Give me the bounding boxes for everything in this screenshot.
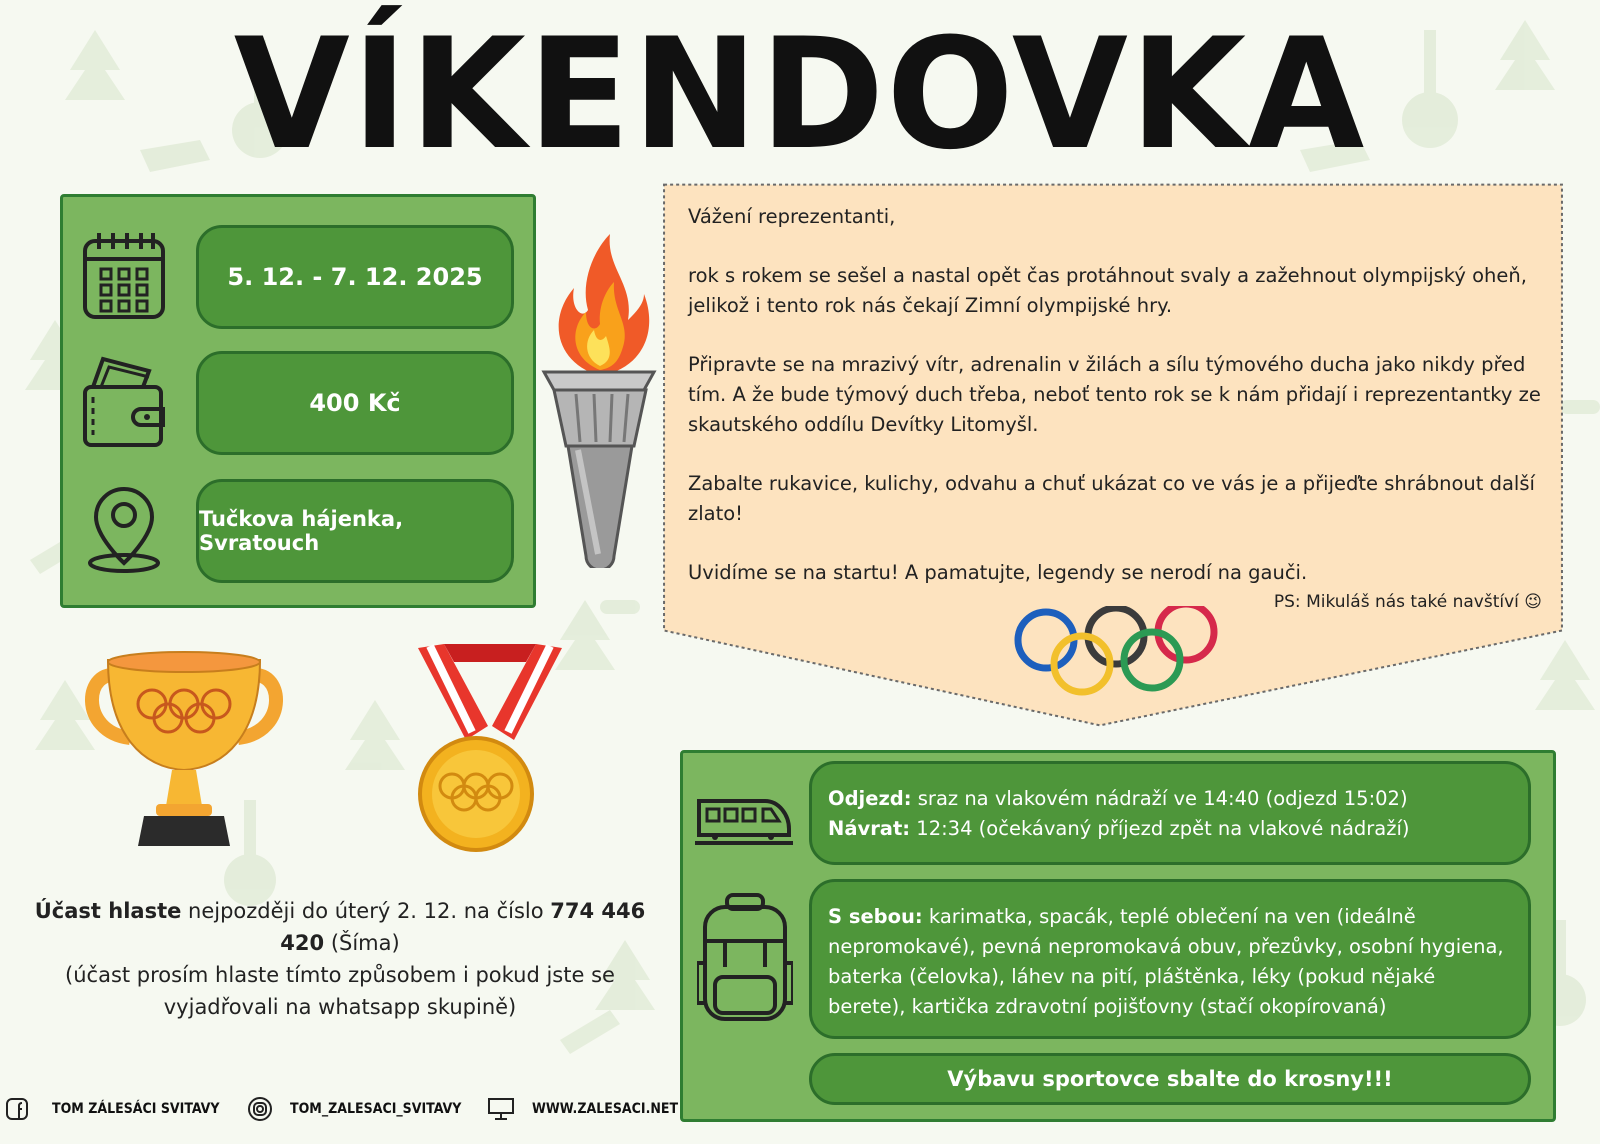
registration-phone: 774 446 420 [280,899,646,955]
wallet-icon [81,353,167,449]
facebook-icon [6,1098,28,1120]
letter-paragraph-1: rok s rokem se sešel a nastal opět čas protáhnout svaly a zažehnout olympijský oheň, jelikož i tento rok nás čekají Zimní olympijské hry. [688,264,1527,317]
departure-line [828,784,1512,814]
location-pin-icon [81,485,167,575]
departure-label: Odjezd: [828,787,912,810]
travel-times-pill [809,761,1531,865]
instagram-label: TOM_ZALESACI_SVITAVY [290,1101,462,1117]
return-label: Návrat: [828,817,911,840]
registration-deadline-text: nejpozději do úterý 2. 12. na číslo [181,899,551,923]
letter-greeting: Vážení reprezentanti, [688,205,896,228]
trophy-illustration [84,646,284,852]
footer-instagram[interactable] [248,1096,461,1122]
instagram-icon [248,1097,272,1121]
packing-list-pill [809,879,1531,1039]
letter-text [688,202,1548,588]
return-line [828,814,1512,844]
facebook-label: TOM ZÁLESÁCI SVITAVY [52,1101,220,1117]
registration-line [20,895,660,959]
packing-label: S sebou: [828,905,923,928]
registration-bold-label: Účast hlaste [34,899,182,923]
letter-postscript: PS: Mikuláš nás také navštíví 😉 [1273,592,1542,612]
event-info-panel [60,194,536,608]
packing-text: karimatka, spacák, teplé oblečení na ven (ideálně nepromokavé), pevná nepromokavá obuv, přezůvky, osobní hygiena, baterka (čelovka), láhev na pití, pláštěnka, léky (pokud nějaké berete), kartička zdravotní pojišťovny (stačí okopírovaná) [828,905,1504,1018]
olympic-torch-illustration [540,228,660,568]
olympic-rings-icon [1010,606,1220,696]
registration-note [20,895,660,1023]
letter-closing: Uvidíme se na startu! A pamatujte, legendy se nerodí na gauči. [688,561,1308,584]
letter-paragraph-2: Připravte se na mrazivý vítr, adrenalin v žilách a sílu týmového ducha jako nikdy před tím. A že bude týmový duch třeba, neboť tento rok se k nám přidají i reprezentantky ze skautského oddílu Devítky Litomyšl. [688,353,1541,436]
packing-banner [809,1053,1531,1105]
return-text: 12:34 (očekávaný příjezd zpět na vlakové nádraží) [910,817,1410,840]
footer-facebook[interactable] [6,1096,220,1122]
train-icon [695,793,793,845]
location-pill: Tučkova hájenka, Svratouch [196,479,514,583]
departure-text: sraz na vlakovém nádraží ve 14:40 (odjezd 15:02) [911,787,1408,810]
website-label: WWW.ZALESACI.NET [532,1101,679,1117]
backpack-icon [697,893,793,1023]
registration-contact-name: (Šíma) [324,931,400,955]
date-pill: 5. 12. - 7. 12. 2025 [196,225,514,329]
footer-website[interactable] [488,1096,678,1122]
calendar-icon [81,231,167,321]
gold-medal-illustration [414,640,566,858]
monitor-icon [488,1098,514,1120]
page-title: VÍKENDOVKA [233,6,1367,184]
packing-banner-text: Výbavu sportovce sbalte do krosny!!! [947,1067,1393,1091]
travel-info-panel [680,750,1556,1122]
letter-paragraph-3: Zabalte rukavice, kulichy, odvahu a chuť ukázat co ve vás je a přijeďte shrábnout další zlato! [688,472,1535,525]
price-pill: 400 Kč [196,351,514,455]
registration-extra-note: (účast prosím hlaste tímto způsobem i pokud jste se vyjadřovali na whatsapp skupině) [65,963,615,1019]
